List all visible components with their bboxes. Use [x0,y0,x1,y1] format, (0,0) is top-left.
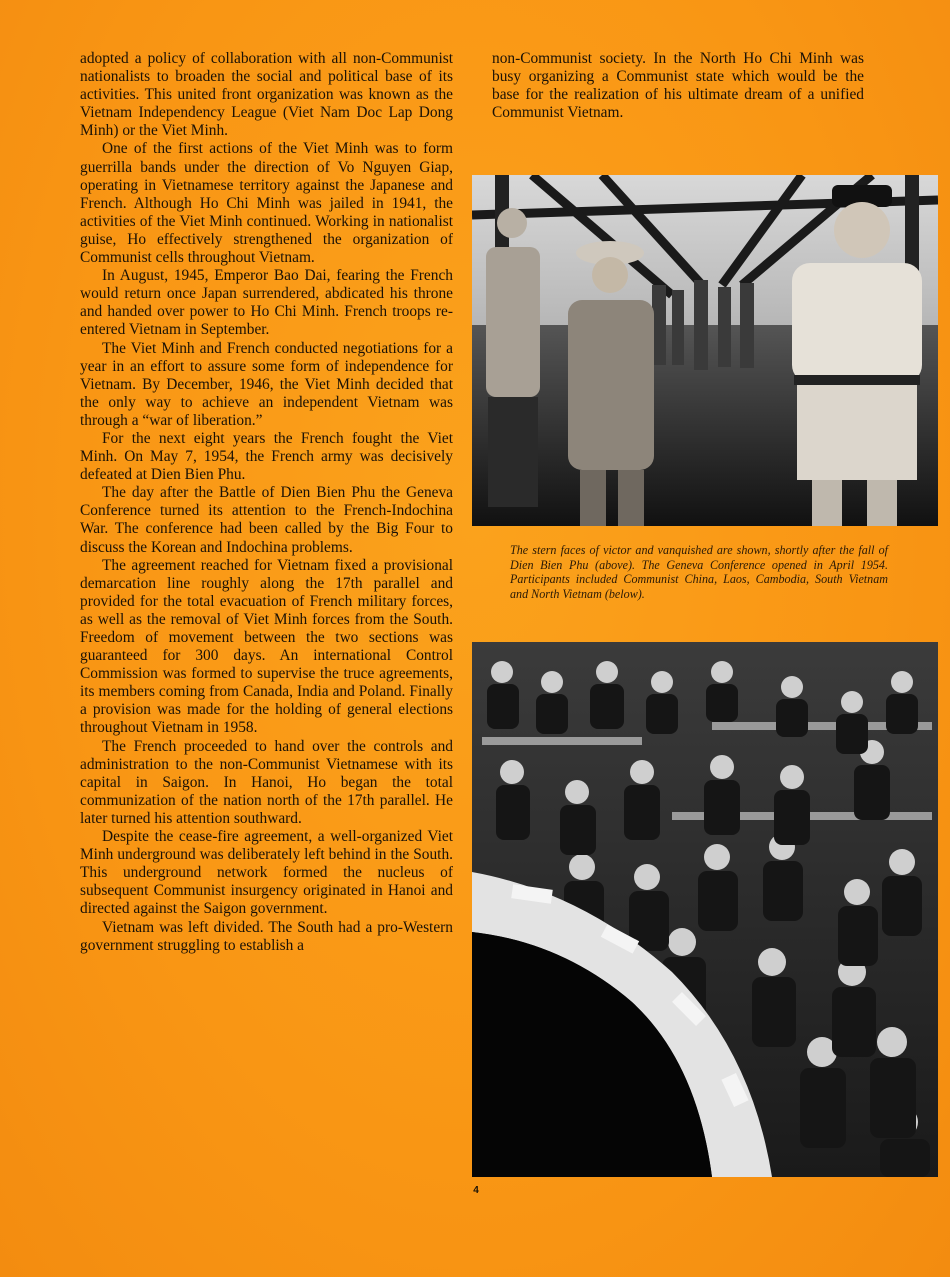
paragraph: The French proceeded to hand over the controls and administration to the non-Communist Vietnamese with its capital in Saigon. In Hanoi, Ho began the total communization of the nation north of the 17th parallel. He later turned his attention southward. [80,737,453,827]
photo-geneva-conference [472,642,938,1177]
paragraph: For the next eight years the French fought the Viet Minh. On May 7, 1954, the French army was decisively defeated at Dien Bien Phu. [80,429,453,484]
photo-conference-table [472,642,938,1177]
left-text-column [80,50,453,955]
paragraph: adopted a policy of collaboration with all non-Communist nationalists to broaden the social and political base of its activities. This united front organization was known as the Vietnam Independency League (Viet Nam Doc Lap Dong Minh) or the Viet Minh. [80,50,453,140]
photo-caption: The stern faces of victor and vanquished are shown, shortly after the fall of Dien Bien Phu (above). The Geneva Conference opened in April 1954. Participants included Communist China, Laos, Cambodia, South Vietnam and North Vietnam (below). [510,543,888,601]
paragraph: In August, 1945, Emperor Bao Dai, fearing the French would return once Japan surrendered, abdicated his throne and handed over power to Ho Chi Minh. French troops re-entered Vietnam in September. [80,267,453,339]
paragraph: non-Communist society. In the North Ho Chi Minh was busy organizing a Communist state which would be the base for the realization of his ultimate dream of a unified Communist Vietnam. [492,50,864,122]
paragraph: Vietnam was left divided. The South had a pro-Western government struggling to establish a [80,918,453,954]
page-number: 4 [473,1185,479,1196]
photo-dien-bien-phu [472,175,938,526]
paragraph: One of the first actions of the Viet Minh was to form guerrilla bands under the direction of Vo Nguyen Giap, operating in Vietnamese territory against the Japanese and French. Although Ho Chi Minh was jailed in 1941, the activities of the Viet Minh continued. Working in nationalist guise, Ho effectively strengthened the organization of Communist cells throughout Vietnam. [80,140,453,267]
paragraph: Despite the cease-fire agreement, a well-organized Viet Minh underground was deliberately left behind in the South. This underground network formed the nucleus of subsequent Communist insurgency originated in Hanoi and directed against the Saigon government. [80,828,453,918]
right-text-column [492,50,864,122]
paragraph: The day after the Battle of Dien Bien Phu the Geneva Conference turned its attention to the French-Indochina War. The conference had been called by the Big Four to discuss the Korean and Indochina problems. [80,484,453,556]
paragraph: The agreement reached for Vietnam fixed a provisional demarcation line roughly along the 17th parallel and provided for the total evacuation of French military forces, as well as the removal of Viet Minh forces from the South. Freedom of movement between the two sections was guaranteed for 300 days. An international Control Commission was formed to supervise the truce agreements, its members coming from Canada, India and Poland. Finally a provision was made for the holding of general elections throughout Vietnam in 1958. [80,556,453,737]
paragraph: The Viet Minh and French conducted negotiations for a year in an effort to assure some form of independence for Vietnam. By December, 1946, the Viet Minh decided that the only way to achieve an independent Vietnam was through a “war of liberation.” [80,339,453,429]
photo-soldiers-on-bridge [472,175,938,526]
